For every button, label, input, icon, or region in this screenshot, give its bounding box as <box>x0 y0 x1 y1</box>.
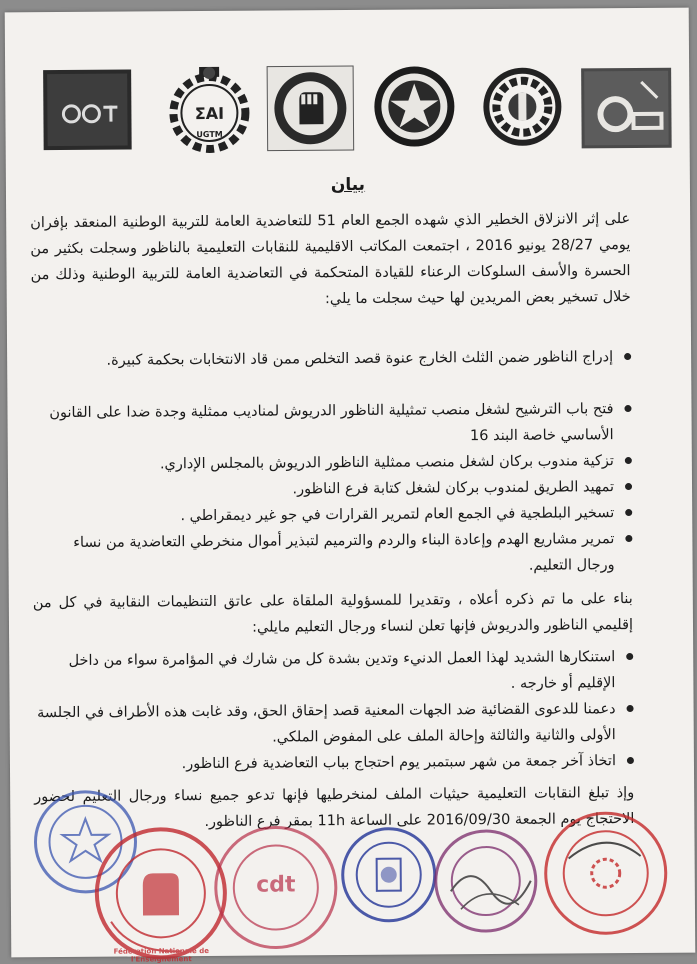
bullet-icon <box>625 535 632 542</box>
bullet-icon <box>625 483 632 490</box>
logos-row <box>35 60 676 156</box>
ugtm-logo <box>163 63 256 156</box>
cdt-logo-left <box>43 70 132 151</box>
closing-paragraph: وإذ تبلغ النقابات التعليمية حيثيات الملف لمنخرطيها فإنها تدعو جميع نساء ورجال التعليم لحضور الاحتجاج يوم الجمعة 2016/09/30 على الساعة 11h بمقر فرع الناظور. <box>34 785 635 831</box>
stamp-3: cdt <box>210 822 341 953</box>
bullet-icon <box>627 757 634 764</box>
bullet-icon <box>624 353 631 360</box>
list-item: تزكية مندوب بركان لشغل منصب ممثلية الناظور الدريوش بالمجلس الإداري. <box>32 448 632 478</box>
star-logo <box>371 63 458 150</box>
stamp-2: Fédération Nationale de l'Enseignement <box>90 823 231 964</box>
fne-logo <box>267 66 354 151</box>
middle-paragraph: بناء على ما تم ذكره أعلاه ، وتقديرا للمسؤولية الملقاة على عاتق التنظيمات النقابية في كل من إقليمي الناظور والدريوش فإنها تعلن لنساء ورجال التعليم مايلي: <box>32 591 634 636</box>
intro-paragraph: على إثر الانزلاق الخطير الذي شهده الجمع العام 51 للتعاضدية العامة للتربية الوطنية المنعقد بإفران يومي 28/27 يونيو 2016 ، اجتمعت المكاتب الاقليمية للنقابات التعليمية بالناظور وسجلت بكثير من الحسرة والأسف السلوكات الرعناء للقيادة المتحكمة في التعاضدية العامة للتربية الوطنية وذلك من خلال تسخير بعض المريدين لها حيث سجلت ما يلي: <box>30 211 631 308</box>
list-item: فتح باب الترشيح لشغل منصب تمثيلية الناظور الدريوش لمناديب ممثلية وجدة ضدا على القانون الأساسي خاصة البند 16 <box>31 396 631 452</box>
list-item: تسخير البلطجية في الجمع العام لتمرير القرارات في جو غير ديمقراطي . <box>32 500 632 530</box>
cdt-logo-right <box>581 68 672 149</box>
svg-text:UGTM: UGTM <box>196 129 223 140</box>
bullet-icon <box>624 405 631 412</box>
stamp-5 <box>430 821 541 942</box>
stamp-6 <box>540 808 671 939</box>
list-item: تمهيد الطريق لمندوب بركان لشغل كتابة فرع الناظور. <box>32 474 632 504</box>
bullet-icon <box>626 653 633 660</box>
page-title: بيان <box>330 174 366 196</box>
stamp-4 <box>338 824 439 925</box>
bullet-icon <box>625 457 632 464</box>
list-item: تمرير مشاريع الهدم وإعادة البناء والردم والترميم لتبذير أموال منخرطي التعاضدية من نساء ورجال التعليم. <box>32 526 632 582</box>
document-page <box>5 8 696 964</box>
list-item: استنكارها الشديد لهذا العمل الدنيء وتدين بشدة كل من شارك في المؤامرة سواء من داخل الإقليم أو خارجه . <box>33 644 633 700</box>
bullet-icon <box>627 705 634 712</box>
svg-text:ΣΑΙ: ΣΑΙ <box>194 103 225 124</box>
list-item: إدراج الناظور ضمن الثلث الخارج عنوة قصد التخلص ممن قاد الانتخابات بحكمة كبيرة. <box>31 344 631 374</box>
list-item: اتخاذ آخر جمعة من شهر سبتمبر يوم احتجاج بباب التعاضدية فرع الناظور. <box>34 748 634 778</box>
bullet-icon <box>625 509 632 516</box>
list-item: دعمنا للدعوى القضائية ضد الجهات المعنية قصد إحقاق الحق، وقد غابت هذه الأطراف في الجلسة الأولى والثانية والثالثة وإحالة الملف على المفوض الملكي. <box>34 696 634 752</box>
gear-logo <box>479 64 566 149</box>
